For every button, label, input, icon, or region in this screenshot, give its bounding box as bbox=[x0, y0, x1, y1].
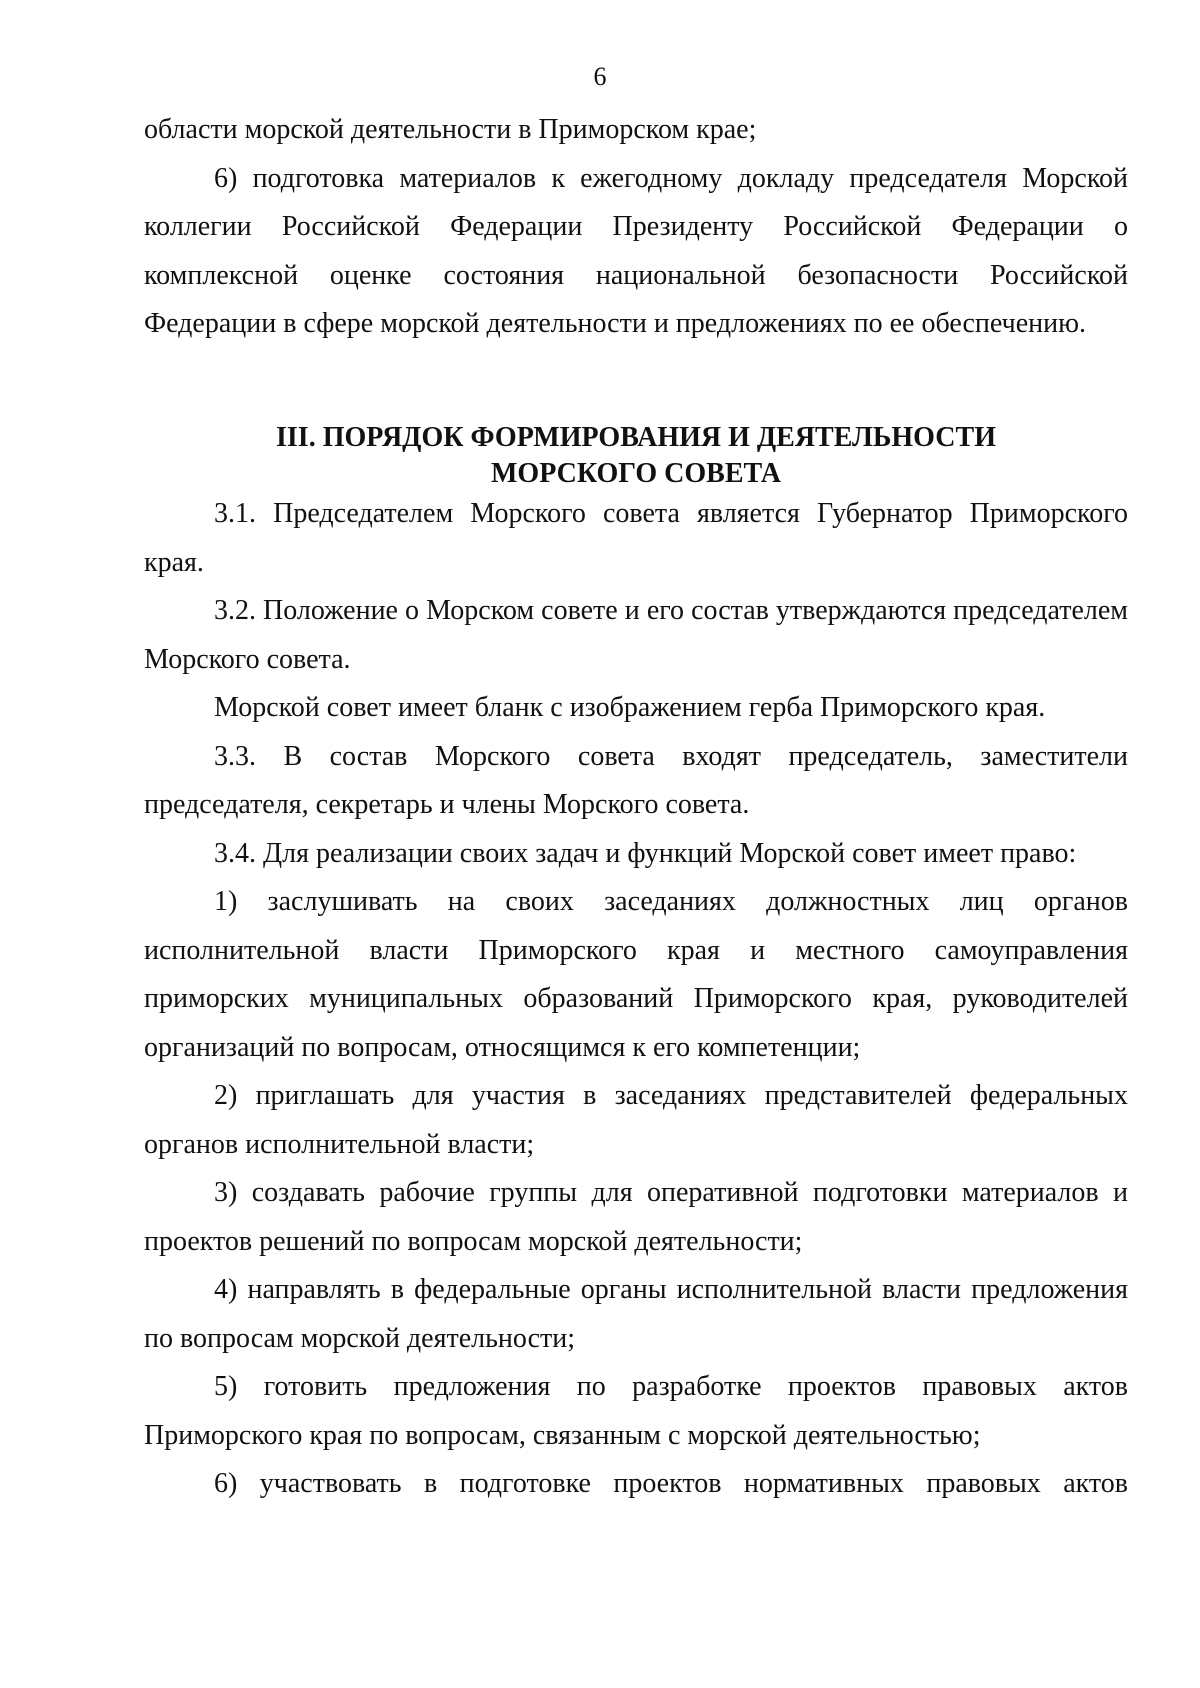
section-body bbox=[144, 490, 1128, 1509]
paragraph-3-1: 3.1. Председателем Морского совета является Губернатор Приморского края. bbox=[144, 498, 1128, 578]
intro-block bbox=[144, 106, 1128, 349]
paragraph-intro-continuation: области морской деятельности в Приморском крае; bbox=[144, 114, 757, 145]
list-item-1: 1) заслушивать на своих заседаниях должностных лиц органов исполнительной власти Приморского края и местного самоуправления приморских муниципальных образований Приморского края, руководителей организаций по вопросам, относящимся к его компетенции; bbox=[144, 886, 1128, 1063]
list-item-6: 6) участвовать в подготовке проектов нормативных правовых актов bbox=[214, 1468, 1128, 1499]
list-item-4: 4) направлять в федеральные органы исполнительной власти предложения по вопросам морской деятельности; bbox=[144, 1274, 1128, 1354]
paragraph-blank-coat-of-arms: Морской совет имеет бланк с изображением герба Приморского края. bbox=[214, 692, 1046, 723]
page-number: 6 bbox=[593, 62, 607, 91]
list-item-5: 5) готовить предложения по разработке проектов правовых актов Приморского края по вопросам, связанным с морской деятельностью; bbox=[144, 1371, 1128, 1451]
paragraph-3-3: 3.3. В состав Морского совета входят председатель, заместители председателя, секретарь и члены Морского совета. bbox=[144, 740, 1128, 820]
paragraph-3-4: 3.4. Для реализации своих задач и функций Морской совет имеет право: bbox=[214, 837, 1077, 869]
section-heading-line-1: III. ПОРЯДОК ФОРМИРОВАНИЯ И ДЕЯТЕЛЬНОСТИ bbox=[276, 422, 996, 453]
section-heading bbox=[144, 420, 1128, 492]
paragraph-3-2: 3.2. Положение о Морском совете и его состав утверждаются председателем Морского совета. bbox=[144, 595, 1128, 675]
list-item-3: 3) создавать рабочие группы для оперативной подготовки материалов и проектов решений по вопросам морской деятельности; bbox=[144, 1177, 1128, 1257]
paragraph-intro-item-6: 6) подготовка материалов к ежегодному докладу председателя Морской коллегии Российской Федерации Президенту Российской Федерации о комплексной оценке состояния национальной безопасности Российской Федерации в сфере морской деятельности и предложениях по ее обеспечению. bbox=[144, 162, 1128, 339]
section-heading-line-2: МОРСКОГО СОВЕТА bbox=[490, 458, 781, 489]
list-item-2: 2) приглашать для участия в заседаниях представителей федеральных органов исполнительной власти; bbox=[144, 1080, 1128, 1160]
